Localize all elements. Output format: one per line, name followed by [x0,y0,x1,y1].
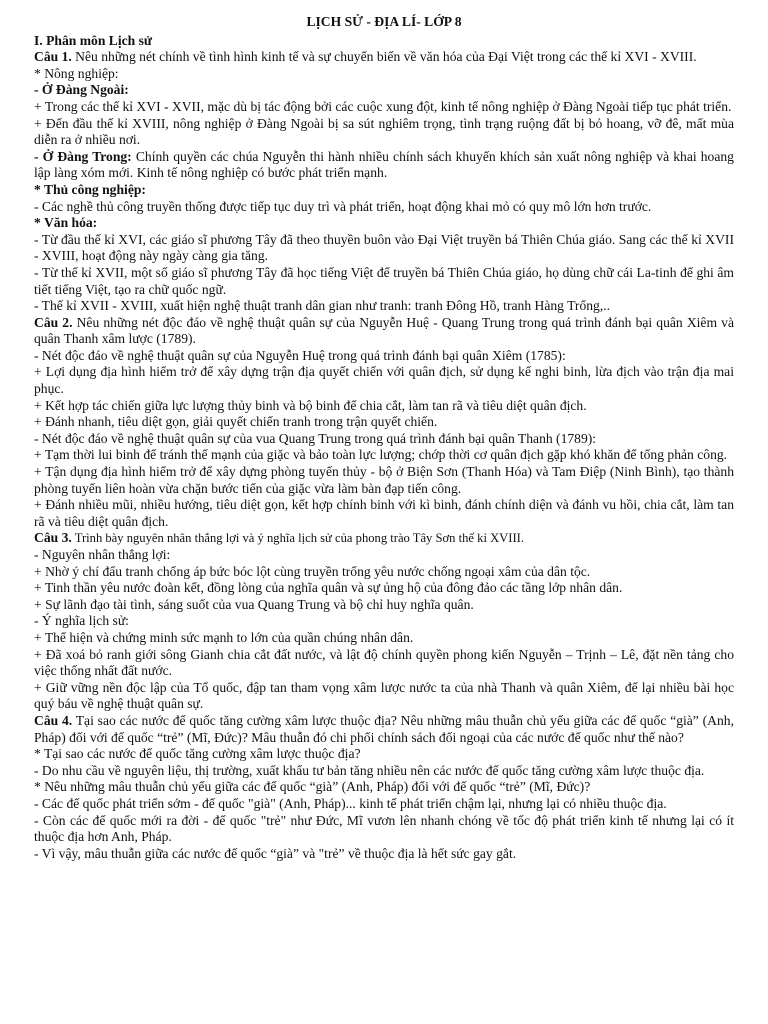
list-item: + Giữ vững nền độc lập của Tổ quốc, đập tan tham vọng xâm lược nước ta của nhà Thanh và quân Xiêm, để lại nhiều bài học quý báu về nghệ thuật quân sự. [34,679,734,712]
list-item: + Đã xoá bỏ ranh giới sông Gianh chia cắt đất nước, và lật độ chính quyền phong kiến Nguyễn – Trịnh – Lê, đặt nền tảng cho việc thống nhất đất nước. [34,646,734,679]
subheading: * Văn hóa: [34,215,98,231]
inline-text: Chính quyền các chúa Nguyễn thi hành nhiều chính sách khuyến khích sản xuất nông nghiệp và khai hoang lập làng xóm mới. Kinh tế nông nghiệp có bước phát triển mạnh. [34,148,734,181]
subheading: * Thủ công nghiệp: [34,181,146,197]
list-item: + Kết hợp tác chiến giữa lực lượng thủy binh và bộ binh để chia cắt, làm tan rã và tiêu diệt quân địch. [34,397,587,413]
list-item: - Từ thế kỉ XVII, một số giáo sĩ phương Tây đã học tiếng Việt để truyền bá Thiên Chúa giáo, họ dùng chữ cái La-tinh để ghi âm tiết tiếng Việt, tạo ra chữ quốc ngữ. [34,264,734,297]
list-item: - Nguyên nhân thắng lợi: [34,547,171,562]
question-label: Câu 4. [34,712,73,728]
subheading: - Ở Đàng Ngoài: [34,82,129,98]
list-item: + Sự lãnh đạo tài tình, sáng suốt của vua Quang Trung và bộ chỉ huy nghĩa quân. [34,596,474,612]
list-item: + Thể hiện và chứng minh sức mạnh to lớn của quần chúng nhân dân. [34,629,414,645]
list-item: + Lợi dụng địa hình hiểm trở để xây dựng trận địa quyết chiến với quân địch, sử dụng kế nghi binh, lừa địch vào trận địa mai phục. [34,364,734,397]
question-4 [34,713,734,746]
question-2 [34,315,734,348]
question-text: Nêu những nét chính về tình hình kinh tế và sự chuyển biến về văn hóa của Đại Việt trong các thế kỉ XVI - XVIII. [71,49,697,65]
question-text: Trình bày nguyên nhân thắng lợi và ý nghĩa lịch sử của phong trào Tây Sơn thế kỉ XVIII. [71,531,525,546]
list-item: - Nét độc đáo về nghệ thuật quân sự của vua Quang Trung trong quá trình đánh bại quân Thanh (1789): [34,430,597,446]
list-item: + Nhờ ý chí đấu tranh chống áp bức bóc lột cùng truyền trống yêu nước chống ngoại xâm của dân tộc. [34,563,591,579]
list-item: - Còn các đế quốc mới ra đời - đế quốc "trẻ" như Đức, Mĩ vươn lên nhanh chóng về tốc độ phát triển kinh tế nhưng lại có ít thuộc địa hơn Anh, Pháp. [34,812,734,845]
list-item: - Từ đầu thế kỉ XVI, các giáo sĩ phương Tây đã theo thuyền buôn vào Đại Việt truyền bá Thiên Chúa giáo. Sang các thế kỉ XVII - XVIII, hoạt động này ngày càng gia tăng. [34,231,734,264]
question-label: Câu 2. [34,314,73,330]
question-text: Tại sao các nước đế quốc tăng cường xâm lược thuộc địa? Nêu những mâu thuẫn chủ yếu giữa các đế quốc “già” (Anh, Pháp) đối với đế quốc “trẻ” (Mĩ, Đức)? Mâu thuẫn đó chi phối chính sách đối ngoại của các nước đế quốc như thế nào? [34,712,734,745]
list-item: - Do nhu cầu về nguyên liệu, thị trường, xuất khẩu tư bản tăng nhiều nên các nước đế quốc tăng cường xâm lược thuộc địa. [34,762,705,778]
list-item: + Đánh nhanh, tiêu diệt gọn, giải quyết chiến tranh trong trận quyết chiến. [34,414,438,430]
subheading: * Nêu những mâu thuẫn chủ yếu giữa các đế quốc “già” (Anh, Pháp) đối với đế quốc “trẻ” (Mĩ, Đức)? [34,779,591,795]
subheading: * Nông nghiệp: [34,65,119,81]
section-heading: I. Phân môn Lịch sử [34,32,153,48]
subheading: * Tại sao các nước đế quốc tăng cường xâm lược thuộc địa? [34,746,361,762]
question-label: Câu 1. [34,49,72,65]
list-item: - Ý nghĩa lịch sử: [34,613,129,629]
list-item: + Đánh nhiều mũi, nhiều hướng, tiêu diệt gọn, kết hợp chính binh với kì binh, đánh chính diện và đánh vu hồi, chia cắt, làm tan rã và tiêu diệt quân địch. [34,497,734,529]
question-label: Câu 3. [34,530,72,546]
list-item [34,149,734,182]
list-item: + Tạm thời lui binh để tránh thế mạnh của giặc và bảo toàn lực lượng; chớp thời cơ quân địch gặp khó khăn để tổng phản công. [34,447,728,463]
list-item: + Trong các thế kỉ XVI - XVII, mặc dù bị tác động bởi các cuộc xung đột, kinh tế nông nghiệp ở Đàng Ngoài tiếp tục phát triển. [34,98,732,114]
list-item: - Các nghề thủ công truyền thống được tiếp tục duy trì và phát triển, hoạt động khai mỏ có quy mô lớn hơn trước. [34,198,652,214]
page-title: LỊCH SỬ - ĐỊA LÍ- LỚP 8 [306,14,462,29]
list-item: - Vì vậy, mâu thuẫn giữa các nước đế quốc “già” và "trẻ” về thuộc địa là hết sức gay gắt. [34,845,517,861]
list-item: - Nét độc đáo về nghệ thuật quân sự của Nguyễn Huệ trong quá trình đánh bại quân Xiêm (1785): [34,347,566,363]
list-item: + Tinh thần yêu nước đoàn kết, đồng lòng của nghĩa quân và sự ủng hộ của đông đảo các tầng lớp nhân dân. [34,580,623,596]
question-text: Nêu những nét độc đáo về nghệ thuật quân sự của Nguyễn Huệ - Quang Trung trong quá trình đánh bại quân Xiêm và quân Thanh xâm lược (1789). [34,314,734,347]
list-item: + Tận dụng địa hình hiểm trở để xây dựng phòng tuyến thủy - bộ ở Biện Sơn (Thanh Hóa) và Tam Điệp (Ninh Bình), tạo thành phòng tuyến liên hoàn vừa chặn bước tiến của giặc vừa làm bàn đạp tiến công. [34,464,734,496]
list-item: - Thế kỉ XVII - XVIII, xuất hiện nghệ thuật tranh dân gian như tranh: tranh Đông Hồ, tranh Hàng Trống,.. [34,298,611,314]
inline-label: - Ở Đàng Trong: [34,148,132,164]
question-1 [34,49,734,66]
question-3 [34,530,734,547]
list-item: - Các đế quốc phát triển sớm - đế quốc "già" (Anh, Pháp)... kinh tế phát triển chậm lại, nhưng lại có nhiều thuộc địa. [34,795,667,811]
list-item: + Đến đầu thế kỉ XVIII, nông nghiệp ở Đàng Ngoài bị sa sút nghiêm trọng, tình trạng ruộng đất bị bỏ hoang, vỡ đê, mất mùa diễn ra ở nhiều nơi. [34,115,734,148]
